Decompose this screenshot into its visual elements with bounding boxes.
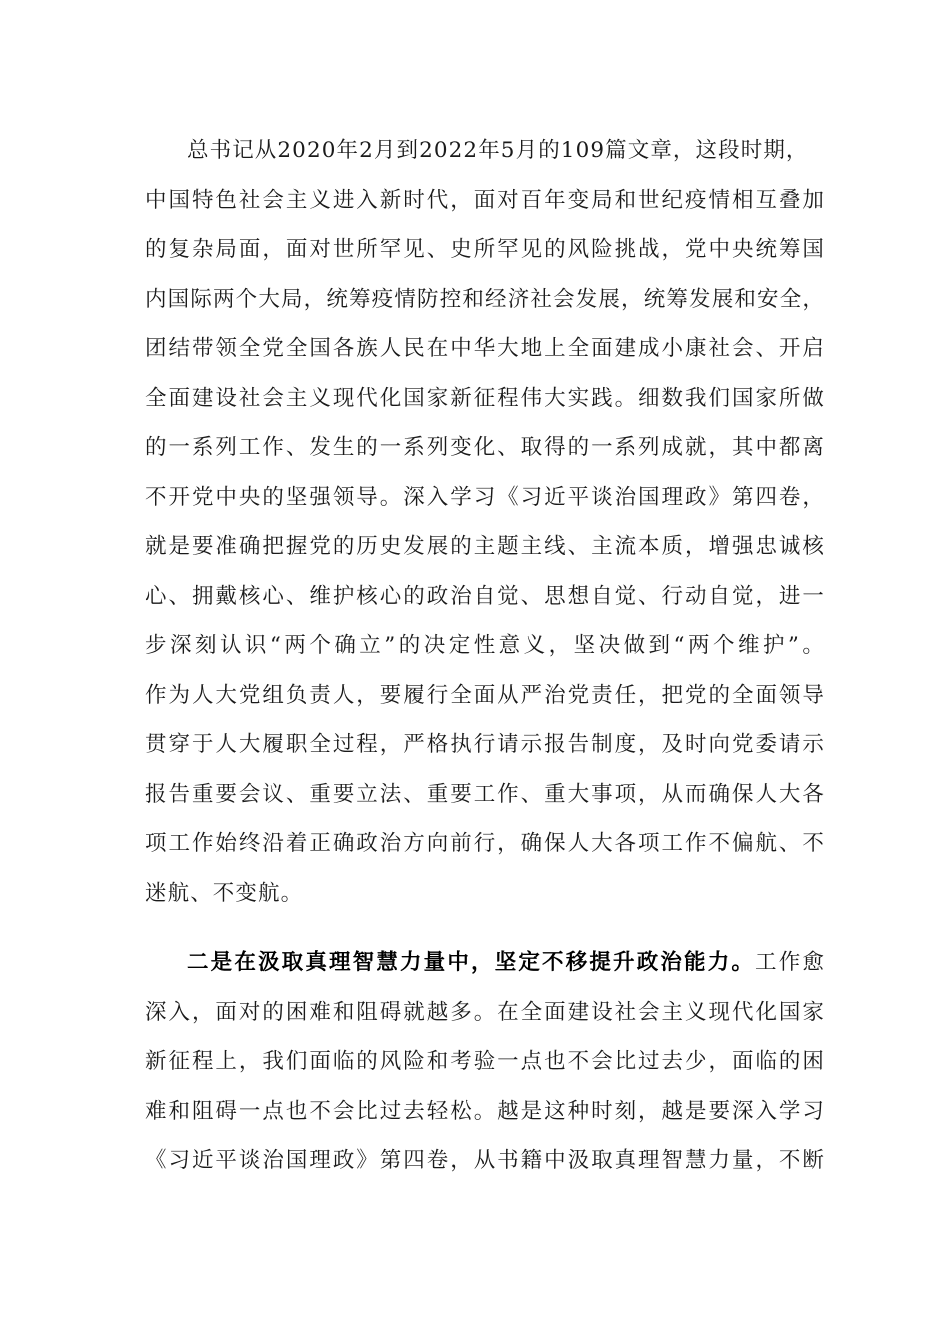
paragraph-1-line: 步深刻认识“两个确立”的决定性意义，坚决做到“两个维护”。	[145, 633, 825, 658]
paragraph-1-line: 中国特色社会主义进入新时代，面对百年变局和世纪疫情相互叠加	[145, 187, 825, 213]
paragraph-2-line: 新征程上，我们面临的风险和考验一点也不会比过去少，面临的困	[145, 1049, 825, 1074]
paragraph-1-line: 心、拥戴核心、维护核心的政治自觉、思想自觉、行动自觉，进一	[145, 583, 825, 609]
paragraph-2-line: 深入，面对的困难和阻碍就越多。在全面建设社会主义现代化国家	[145, 999, 825, 1025]
paragraph-1-line: 项工作始终沿着正确政治方向前行，确保人大各项工作不偏航、不	[145, 831, 825, 856]
paragraph-1-line: 的复杂局面，面对世所罕见、史所罕见的风险挑战，党中央统筹国	[145, 237, 825, 262]
paragraph-1-line: 不开党中央的坚强领导。深入学习《习近平谈治国理政》第四卷，	[145, 484, 825, 510]
paragraph-1-line: 迷航、不变航。	[145, 880, 304, 906]
paragraph-1-line: 报告重要会议、重要立法、重要工作、重大事项，从而确保人大各	[145, 781, 825, 807]
paragraph-2-heading: 二是在汲取真理智慧力量中，坚定不移提升政治能力。	[187, 950, 756, 975]
paragraph-1-line: 作为人大党组负责人，要履行全面从严治党责任，把党的全面领导	[145, 682, 825, 708]
paragraph-1-line: 全面建设社会主义现代化国家新征程伟大实践。细数我们国家所做	[145, 385, 825, 411]
paragraph-1-line: 总书记从2020年2月到2022年5月的109篇文章，这段时期，	[187, 138, 809, 163]
paragraph-1-line: 团结带领全党全国各族人民在中华大地上全面建成小康社会、开启	[145, 336, 825, 361]
paragraph-1-line: 的一系列工作、发生的一系列变化、取得的一系列成就，其中都离	[145, 435, 825, 460]
paragraph-1-line: 就是要准确把握党的历史发展的主题主线、主流本质，增强忠诚核	[145, 534, 825, 559]
paragraph-2-first-line	[187, 946, 825, 980]
paragraph-1-line: 贯穿于人大履职全过程，严格执行请示报告制度，及时向党委请示	[145, 732, 825, 757]
paragraph-2-first-line-rest: 工作愈	[755, 950, 825, 975]
paragraph-1-line: 内国际两个大局，统筹疫情防控和经济社会发展，统筹发展和安全，	[145, 286, 825, 312]
paragraph-2-line: 《习近平谈治国理政》第四卷，从书籍中汲取真理智慧力量，不断	[145, 1148, 825, 1173]
paragraph-2-line: 难和阻碍一点也不会比过去轻松。越是这种时刻，越是要深入学习	[145, 1098, 825, 1124]
